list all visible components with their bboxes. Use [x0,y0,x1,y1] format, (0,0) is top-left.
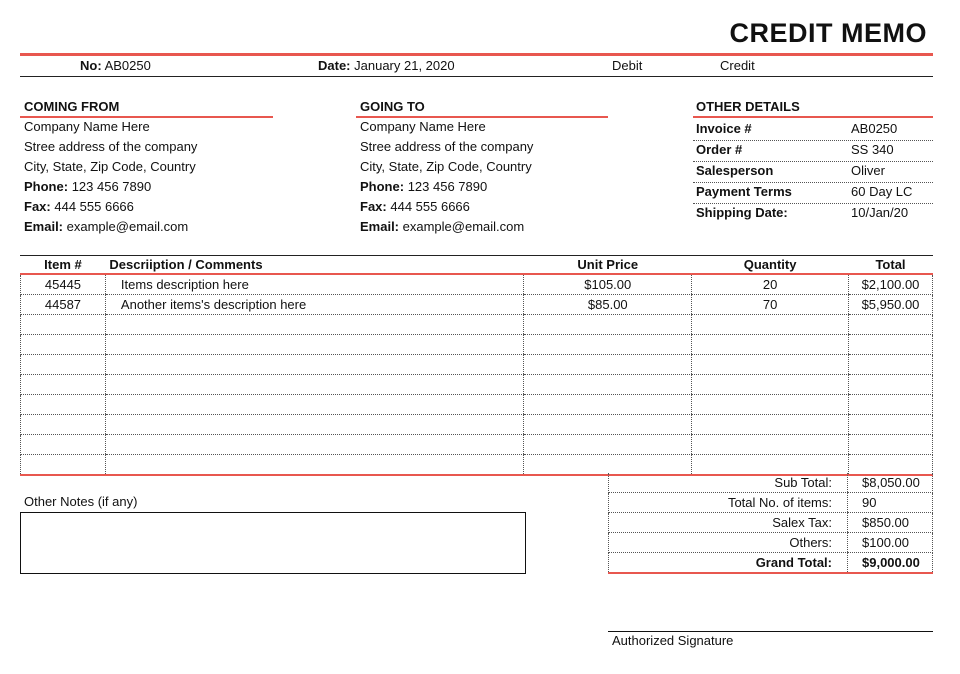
detail-value: AB0250 [851,121,898,136]
from-phone [24,177,197,197]
item-unit-price-cell [524,335,692,355]
tax-value: $850.00 [848,513,933,533]
to-phone-label: Phone: [360,179,405,194]
other-details-underline [693,116,933,118]
going-to-details [360,117,533,237]
item-unit-price-cell [524,315,692,335]
item-quantity-cell [692,435,849,455]
to-phone-value: 123 456 7890 [407,179,488,194]
detail-label: Shipping Date: [696,205,788,220]
item-description-cell [105,435,523,455]
document-title: CREDIT MEMO [729,18,927,48]
detail-row-shipping-date [693,204,933,224]
totals-row-others [609,533,933,553]
to-email-label: Email: [360,219,400,234]
item-total-cell [849,315,933,335]
from-phone-label: Phone: [24,179,69,194]
item-total-cell [849,335,933,355]
item-unit-price-cell [524,355,692,375]
items-header-row [21,256,933,274]
from-email [24,217,197,237]
from-phone-value: 123 456 7890 [71,179,152,194]
item-quantity-cell [692,355,849,375]
item-unit-price-cell [524,455,692,476]
item-description-cell [105,315,523,335]
to-fax-value: 444 555 6666 [390,199,470,214]
item-number-cell [21,355,106,375]
item-total-cell [849,415,933,435]
item-total-cell [849,395,933,415]
item-number-cell [21,395,106,415]
item-row [21,315,933,335]
credit-label: Credit [720,58,755,73]
coming-from-details [24,117,197,237]
detail-value: 60 Day LC [851,184,913,199]
grand-total-value: $9,000.00 [848,553,933,574]
item-total-cell [849,455,933,476]
memo-date-value: January 21, 2020 [354,58,455,73]
subtotal-label: Sub Total: [609,473,848,493]
notes-box[interactable] [20,512,526,574]
to-fax-label: Fax: [360,199,387,214]
item-quantity-cell [692,335,849,355]
item-row [21,455,933,476]
item-row [21,415,933,435]
to-city: City, State, Zip Code, Country [360,159,532,174]
detail-row-payment-terms [693,183,933,204]
detail-row-order [693,141,933,162]
col-header-quantity: Quantity [692,256,849,274]
to-street: Stree address of the company [360,139,534,154]
totals-row-items [609,493,933,513]
item-quantity-cell [692,415,849,435]
item-number-cell [21,335,106,355]
item-number-cell [21,415,106,435]
to-fax [360,197,533,217]
others-value: $100.00 [848,533,933,553]
from-fax-value: 444 555 6666 [54,199,134,214]
items-count-label: Total No. of items: [609,493,848,513]
item-number-cell [21,315,106,335]
totals-table [608,473,933,574]
item-description-cell [105,415,523,435]
item-description-cell [105,335,523,355]
item-row [21,395,933,415]
items-count-value: 90 [848,493,933,513]
to-email-value: example@email.com [402,219,525,234]
item-row [21,375,933,395]
memo-number [80,58,151,73]
memo-number-value: AB0250 [104,58,151,73]
debit-label: Debit [612,58,643,73]
col-header-total: Total [849,256,933,274]
detail-label: Payment Terms [696,184,792,199]
memo-date [318,58,455,73]
item-unit-price-cell [524,435,692,455]
item-unit-price-cell [524,395,692,415]
item-quantity-cell [692,395,849,415]
item-description-cell [105,395,523,415]
from-email-value: example@email.com [66,219,189,234]
item-quantity-cell [692,375,849,395]
item-unit-price-cell [524,375,692,395]
item-row [21,355,933,375]
detail-value: 10/Jan/20 [851,205,909,220]
item-row [21,435,933,455]
signature-label: Authorized Signature [612,633,734,648]
item-total-cell: $2,100.00 [849,274,933,295]
signature-line [608,631,933,632]
detail-value: SS 340 [851,142,894,157]
item-number-cell [21,375,106,395]
items-table [20,256,933,476]
item-number-cell: 45445 [21,274,106,295]
coming-from-section [24,99,274,114]
going-to-heading: GOING TO [360,99,425,114]
tax-label: Salex Tax: [609,513,848,533]
title-underline [20,53,933,56]
item-row [21,335,933,355]
others-label: Others: [609,533,848,553]
col-header-description: Descriiption / Comments [105,256,523,274]
item-row [21,295,933,315]
item-total-cell [849,375,933,395]
item-description-cell [105,355,523,375]
notes-label: Other Notes (if any) [24,494,138,509]
item-number-cell: 44587 [21,295,106,315]
other-details-heading: OTHER DETAILS [696,99,800,114]
item-total-cell [849,355,933,375]
detail-row-invoice [693,120,933,141]
totals-row-subtotal [609,473,933,493]
from-fax-label: Fax: [24,199,51,214]
item-unit-price-cell: $105.00 [524,274,692,295]
from-email-label: Email: [24,219,64,234]
to-company: Company Name Here [360,119,486,134]
item-total-cell [849,435,933,455]
item-description-cell: Items description here [105,274,523,295]
col-header-item: Item # [21,256,106,274]
to-email [360,217,533,237]
other-details-table [693,120,933,224]
memo-date-label: Date: [318,58,351,73]
item-quantity-cell [692,315,849,335]
memo-number-label: No: [80,58,102,73]
item-quantity-cell: 20 [692,274,849,295]
detail-label: Salesperson [696,163,774,178]
item-unit-price-cell [524,415,692,435]
coming-from-heading: COMING FROM [24,99,120,114]
from-company: Company Name Here [24,119,150,134]
item-number-cell [21,455,106,476]
item-total-cell: $5,950.00 [849,295,933,315]
from-city: City, State, Zip Code, Country [24,159,196,174]
from-street: Stree address of the company [24,139,198,154]
header-divider [20,76,933,77]
item-quantity-cell: 70 [692,295,849,315]
detail-label: Order # [696,142,743,157]
subtotal-value: $8,050.00 [848,473,933,493]
totals-row-tax [609,513,933,533]
item-number-cell [21,435,106,455]
from-fax [24,197,197,217]
grand-total-label: Grand Total: [609,553,848,574]
item-description-cell [105,455,523,476]
detail-label: Invoice # [696,121,752,136]
detail-row-salesperson [693,162,933,183]
col-header-unit-price: Unit Price [524,256,692,274]
item-unit-price-cell: $85.00 [524,295,692,315]
to-phone [360,177,533,197]
item-row [21,274,933,295]
going-to-section [360,99,610,114]
item-description-cell [105,375,523,395]
item-description-cell: Another items's description here [105,295,523,315]
item-quantity-cell [692,455,849,476]
totals-row-grand [609,553,933,574]
detail-value: Oliver [851,163,885,178]
